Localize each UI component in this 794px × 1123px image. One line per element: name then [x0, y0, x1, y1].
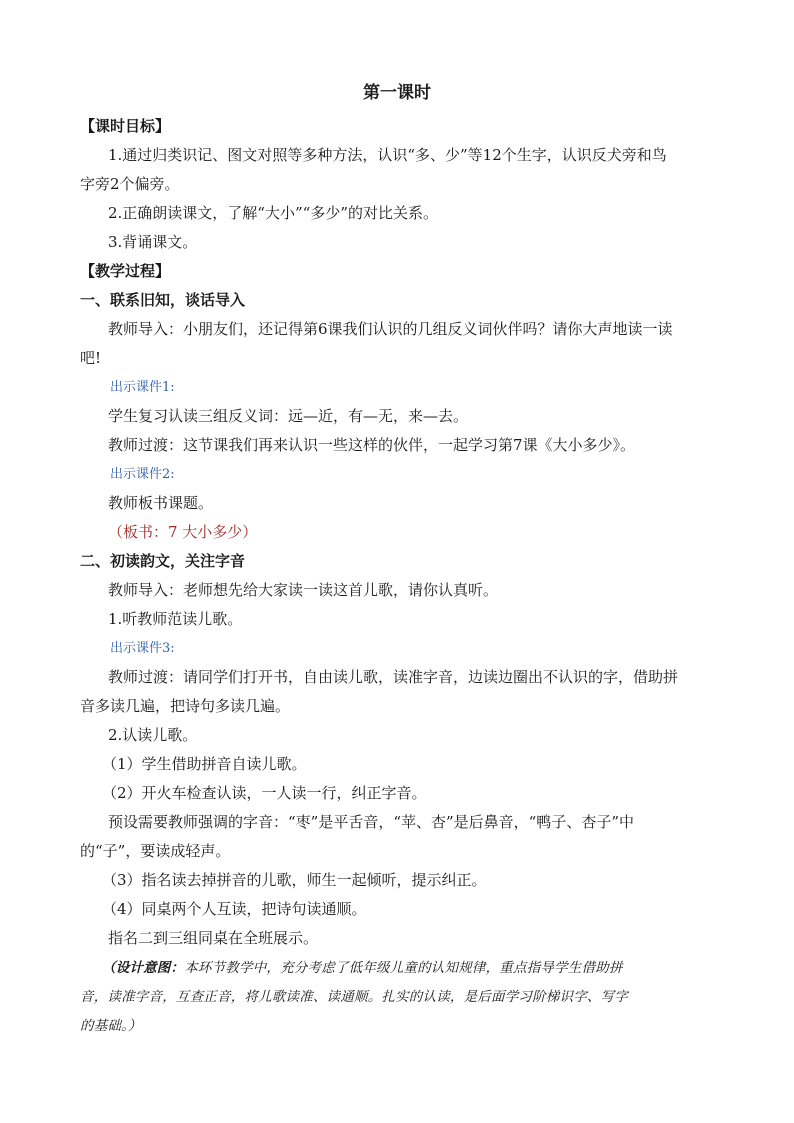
- design-intent-line-3: 的基础。）: [80, 1018, 142, 1034]
- design-intent-label: （设计意图：: [102, 960, 185, 976]
- part-2-preset-line-2: 的“子”，要读成轻声。: [80, 842, 231, 860]
- courseware-3-label: 出示课件3:: [110, 641, 175, 656]
- part-2-sub-3: （3）指名读去掉拼音的儿歌，师生一起倾听，提示纠正。: [102, 871, 487, 889]
- goal-2: 2.正确朗读课文，了解“大小”“多少”的对比关系。: [108, 204, 438, 222]
- part-2-header: 二、初读韵文，关注字音: [80, 552, 246, 570]
- part-1-intro-line-2: 吧!: [80, 349, 102, 367]
- part-2-step-2: 2.认读儿歌。: [108, 726, 198, 744]
- part-1-board: 教师板书课题。: [108, 494, 214, 512]
- part-2-sub-4: （4）同桌两个人互读，把诗句读通顺。: [102, 900, 367, 918]
- goal-1-line-2: 字旁2个偏旁。: [80, 175, 180, 193]
- part-2-preset-line-1: 预设需要教师强调的字音：“枣”是平舌音，“苹、杏”是后鼻音，“鸭子、杏子”中: [108, 813, 635, 831]
- design-intent-line-1: [102, 958, 742, 978]
- design-intent-line-2: 音，读准字音，互查正音，将儿歌读准、读通顺。扎实的认读，是后面学习阶梯识字、写字: [80, 989, 628, 1005]
- part-2-transition-line-1: 教师过渡：请同学们打开书，自由读儿歌，读准字音，边读边圈出不认识的字，借助拼: [108, 668, 679, 686]
- part-2-sub-2: （2）开火车检查认读，一人读一行，纠正字音。: [102, 784, 427, 802]
- part-1-review: 学生复习认读三组反义词：远—近，有—无，来—去。: [108, 407, 469, 425]
- part-2-sub-1: （1）学生借助拼音自读儿歌。: [102, 755, 307, 773]
- part-2-step-1: 1.听教师范读儿歌。: [108, 610, 243, 628]
- goals-header: 【课时目标】: [80, 117, 171, 135]
- goal-3: 3.背诵课文。: [108, 233, 198, 251]
- courseware-2-label: 出示课件2:: [110, 467, 175, 482]
- page-title: 第一课时: [363, 83, 431, 103]
- design-intent-text-1: 本环节教学中，充分考虑了低年级儿童的认知规律，重点指导学生借助拼: [184, 960, 623, 976]
- board-note: （板书：7 大小多少）: [108, 523, 258, 541]
- part-1-header: 一、联系旧知，谈话导入: [80, 291, 246, 309]
- goal-1-line-1: 1.通过归类识记、图文对照等多种方法，认识“多、少”等12个生字，认识反犬旁和鸟: [108, 146, 667, 164]
- part-2-transition-line-2: 音多读几遍，把诗句多读几遍。: [80, 697, 291, 715]
- part-1-intro-line-1: 教师导入：小朋友们，还记得第6课我们认识的几组反义词伙伴吗？请你大声地读一读: [108, 320, 673, 338]
- part-2-intro: 教师导入：老师想先给大家读一读这首儿歌，请你认真听。: [108, 581, 499, 599]
- part-2-show: 指名二到三组同桌在全班展示。: [108, 929, 319, 947]
- courseware-1-label: 出示课件1:: [110, 380, 175, 395]
- part-1-transition: 教师过渡：这节课我们再来认识一些这样的伙伴，一起学习第7课《大小多少》。: [108, 436, 636, 454]
- process-header: 【教学过程】: [80, 262, 171, 280]
